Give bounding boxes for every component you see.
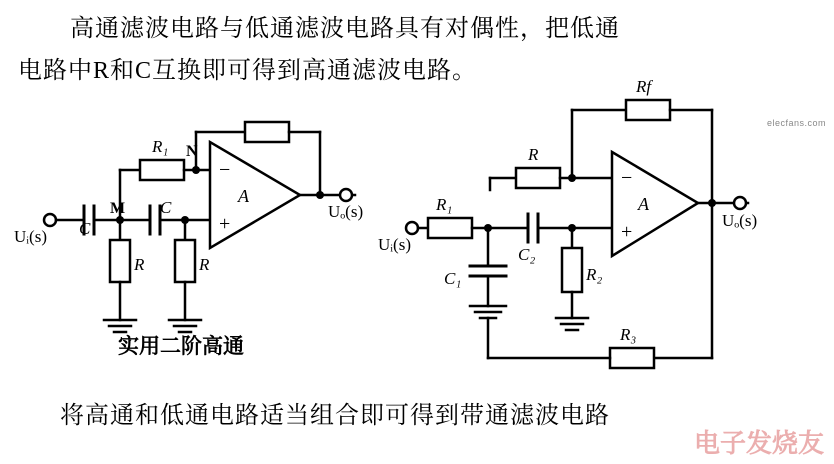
right-resistor-R <box>516 168 560 188</box>
right-resistor-R1 <box>428 218 472 238</box>
left-cap-C1-label: C <box>79 219 91 238</box>
watermark-small: elecfans.com <box>766 118 826 128</box>
right-resistor-R3 <box>610 348 654 368</box>
right-resistor-R2-label: R₂ <box>586 265 603 284</box>
right-resistor-R-label: R <box>528 145 539 164</box>
left-resistor-Rf <box>245 122 289 142</box>
right-output-terminal <box>734 197 746 209</box>
right-labels <box>378 80 757 344</box>
right-input-label: Uᵢ(s) <box>378 235 411 254</box>
left-resistor-R3-label: R <box>199 255 210 274</box>
left-output-terminal <box>340 189 352 201</box>
right-input-terminal <box>406 222 418 234</box>
left-resistor-R-left <box>110 240 130 282</box>
right-resistor-Rf-label: Rf <box>636 80 652 96</box>
left-node-M-label: M <box>110 200 126 217</box>
right-output-label: Uₒ(s) <box>722 211 758 230</box>
left-input-label: Uᵢ(s) <box>14 227 47 246</box>
left-opamp-plus: + <box>219 213 231 235</box>
left-resistor-R1-label: R₁ <box>152 137 169 156</box>
right-opamp-minus: − <box>621 167 633 189</box>
right-resistor-R1-label: R₁ <box>436 195 453 214</box>
right-resistor-R3-label: R₃ <box>620 325 637 344</box>
right-cap-C1-label: C₁ <box>444 269 462 288</box>
left-node-out-dot <box>316 191 324 199</box>
right-resistor-R2 <box>562 248 582 292</box>
left-opamp-minus: − <box>219 159 231 181</box>
left-output-label: Uₒ(s) <box>328 202 364 221</box>
left-resistor-R2-label: R <box>134 255 145 274</box>
right-resistor-Rf <box>626 100 670 120</box>
top-text-line-2: 电路中R和C互换即可得到高通滤波电路。 <box>18 58 478 84</box>
right-opamp-plus: + <box>621 221 633 243</box>
left-resistor-R-mid <box>175 240 195 282</box>
right-opamp-label: A <box>638 194 649 214</box>
bottom-text: 将高通和低通电路适当组合即可得到带通滤波电路 <box>60 403 610 429</box>
caption-left-circuit: 实用二阶高通 <box>118 334 244 358</box>
top-text-line-1: 高通滤波电路与低通滤波电路具有对偶性，把低通 <box>70 16 620 42</box>
left-resistor-R1 <box>140 160 184 180</box>
left-input-terminal <box>44 214 56 226</box>
watermark-large: 电子发烧友 <box>693 428 824 458</box>
left-cap-C2-label: C <box>160 198 172 217</box>
right-cap-C2-label: C₂ <box>518 245 536 264</box>
left-opamp-label: A <box>238 186 249 206</box>
left-node-N-label: N <box>186 143 198 160</box>
